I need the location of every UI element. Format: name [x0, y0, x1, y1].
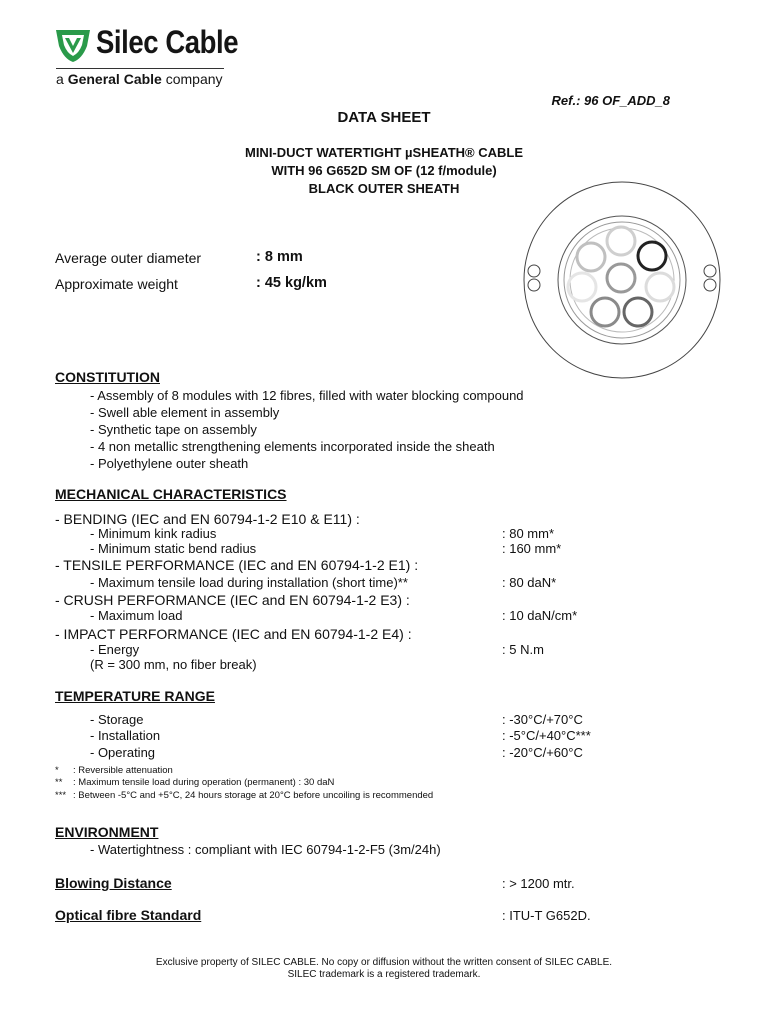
installation-label: - Installation — [90, 728, 161, 743]
fiber-module — [607, 264, 635, 292]
mechanical-heading: MECHANICAL CHARACTERISTICS — [55, 486, 287, 502]
kink-label: - Minimum kink radius — [90, 526, 217, 541]
blowing-value: : > 1200 mtr. — [502, 876, 575, 891]
watertightness-item: - Watertightness : compliant with IEC 60794-1-2-F5 (3m/24h) — [90, 842, 441, 857]
environment-heading: ENVIRONMENT — [55, 824, 159, 840]
list-item: - Assembly of 8 modules with 12 fibres, filled with water blocking compound — [90, 388, 524, 403]
diameter-value: : 8 mm — [256, 249, 303, 265]
title-line-3: BLACK OUTER SHEATH — [308, 181, 460, 196]
note-mark: *** — [55, 790, 67, 801]
footer-line-2: SILEC trademark is a registered trademark. — [287, 969, 481, 980]
title-line-1: MINI-DUCT WATERTIGHT µSHEATH® CABLE — [244, 145, 523, 160]
crush-label: - Maximum load — [90, 608, 183, 623]
cable-cross-section — [512, 180, 732, 380]
logo-icon — [54, 26, 92, 64]
outer-sheath — [524, 182, 720, 378]
logo-sub-suffix: company — [161, 71, 223, 87]
fiber-module — [607, 227, 635, 255]
logo-divider — [56, 68, 224, 69]
impact-group: - IMPACT PERFORMANCE (IEC and EN 60794-1-2 E4) : — [55, 626, 412, 642]
kink-value: : 80 mm* — [502, 526, 555, 541]
operating-value: : -20°C/+60°C — [502, 745, 583, 760]
title-line-2: WITH 96 G652D SM OF (12 f/module) — [271, 163, 497, 178]
fibre-standard-value: : ITU-T G652D. — [502, 908, 591, 923]
blowing-heading: Blowing Distance — [55, 875, 172, 891]
energy-label: - Energy — [90, 642, 140, 657]
logo-sub-prefix: a — [56, 71, 68, 87]
logo-name: Silec Cable — [96, 24, 239, 60]
energy-note: (R = 300 mm, no fiber break) — [90, 657, 257, 672]
tape-layer — [564, 222, 680, 338]
fiber-module — [568, 273, 596, 301]
crush-value: : 10 daN/cm* — [502, 608, 578, 623]
note-mark: ** — [55, 777, 63, 788]
fiber-module — [577, 243, 605, 271]
crush-group: - CRUSH PERFORMANCE (IEC and EN 60794-1-2 E3) : — [55, 592, 410, 608]
strength-member — [704, 265, 716, 277]
strength-member — [704, 279, 716, 291]
storage-value: : -30°C/+70°C — [502, 712, 583, 727]
fiber-module — [591, 298, 619, 326]
note-text: : Between -5°C and +5°C, 24 hours storage at 20°C before uncoiling is recommended — [73, 790, 434, 801]
list-item: - 4 non metallic strengthening elements incorporated inside the sheath — [90, 439, 495, 454]
static-bend-value: : 160 mm* — [502, 541, 562, 556]
storage-label: - Storage — [90, 712, 144, 727]
diameter-label: Average outer diameter — [55, 250, 202, 266]
logo-subtitle — [56, 71, 223, 87]
list-item: - Swell able element in assembly — [90, 405, 280, 420]
reference: Ref.: 96 OF_ADD_8 — [551, 93, 670, 108]
energy-value: : 5 N.m — [502, 642, 544, 657]
installation-value: : -5°C/+40°C*** — [502, 728, 591, 743]
fiber-module — [646, 273, 674, 301]
temperature-heading: TEMPERATURE RANGE — [55, 688, 215, 704]
tensile-group: - TENSILE PERFORMANCE (IEC and EN 60794-1-2 E1) : — [55, 557, 419, 573]
list-item: - Polyethylene outer sheath — [90, 456, 249, 471]
doc-heading: DATA SHEET — [337, 109, 431, 126]
note-text: : Maximum tensile load during operation (permanent) : 30 daN — [73, 777, 335, 788]
operating-label: - Operating — [90, 745, 156, 760]
inner-sheath — [558, 216, 686, 344]
weight-label: Approximate weight — [55, 276, 178, 292]
footer-line-1: Exclusive property of SILEC CABLE. No copy or diffusion without the written consent of SILEC CABLE. — [155, 957, 613, 968]
static-bend-label: - Minimum static bend radius — [90, 541, 257, 556]
logo-sub-brand: General Cable — [67, 71, 162, 87]
note-mark: * — [55, 765, 59, 776]
fiber-module — [624, 298, 652, 326]
strength-member — [528, 279, 540, 291]
fibre-standard-heading: Optical fibre Standard — [55, 907, 202, 923]
tensile-label: - Maximum tensile load during installation (short time)** — [90, 575, 408, 590]
fiber-module — [638, 242, 666, 270]
strength-member — [528, 265, 540, 277]
constitution-heading: CONSTITUTION — [55, 369, 160, 385]
tensile-value: : 80 daN* — [502, 575, 557, 590]
list-item: - Synthetic tape on assembly — [90, 422, 257, 437]
note-text: : Reversible attenuation — [73, 765, 173, 776]
weight-value: : 45 kg/km — [256, 275, 327, 291]
bending-group: - BENDING (IEC and EN 60794-1-2 E10 & E11) : — [55, 511, 360, 527]
